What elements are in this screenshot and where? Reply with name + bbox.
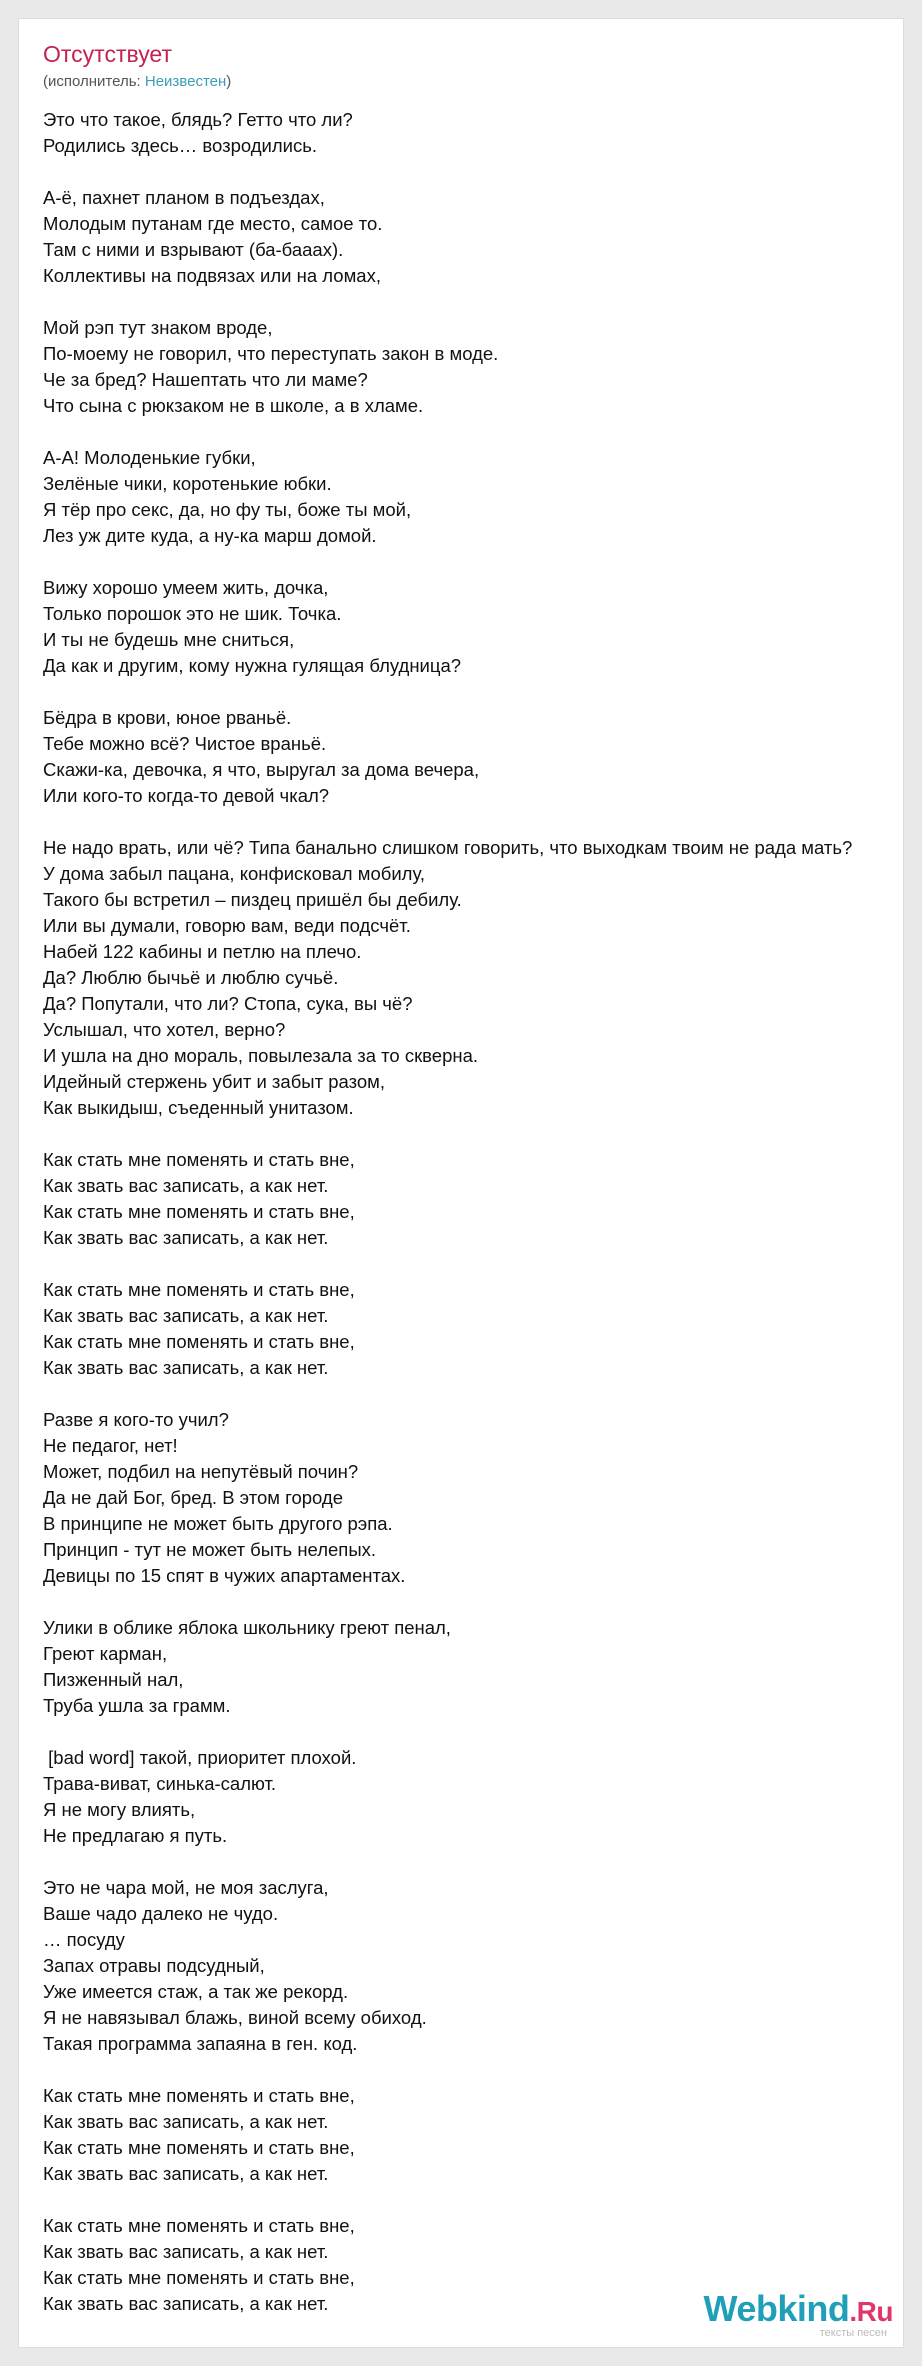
- site-logo[interactable]: [704, 2290, 893, 2339]
- lyrics-stanza: [43, 1147, 922, 1251]
- lyric-line: Как звать вас записать, а как нет.: [43, 1357, 329, 1378]
- lyrics-stanza: [43, 185, 922, 289]
- lyric-line: Тебе можно всё? Чистое враньё.: [43, 733, 327, 754]
- lyric-line: Греют карман,: [43, 1643, 168, 1664]
- lyrics-stanza: [43, 2083, 922, 2187]
- lyric-line: А-ё, пахнет планом в подъездах,: [43, 187, 325, 208]
- lyrics-stanza: [43, 1407, 922, 1589]
- lyric-line: Как звать вас записать, а как нет.: [43, 1305, 329, 1326]
- lyrics-stanza: [43, 445, 922, 549]
- lyric-line: Или кого-то когда-то девой чкал?: [43, 785, 330, 806]
- lyric-line: И ушла на дно мораль, повылезала за то скверна.: [43, 1045, 479, 1066]
- lyric-line: Или вы думали, говорю вам, веди подсчёт.: [43, 915, 411, 936]
- lyric-line: Как звать вас записать, а как нет.: [43, 1175, 329, 1196]
- lyric-line: … посуду: [43, 1929, 125, 1950]
- lyric-line: Идейный стержень убит и забыт разом,: [43, 1071, 385, 1092]
- lyrics-stanza: [43, 835, 922, 1121]
- lyric-line: Молодым путанам где место, самое то.: [43, 213, 383, 234]
- lyric-line: По-моему не говорил, что переступать закон в моде.: [43, 343, 499, 364]
- lyric-line: Зелёные чики, коротенькие юбки.: [43, 473, 332, 494]
- lyric-line: Труба ушла за грамм.: [43, 1695, 231, 1716]
- lyric-line: У дома забыл пацана, конфисковал мобилу,: [43, 863, 426, 884]
- lyrics-stanza: [43, 107, 922, 159]
- lyric-line: Родились здесь… возродились.: [43, 135, 318, 156]
- lyric-line: Да? Попутали, что ли? Стопа, сука, вы чё?: [43, 993, 413, 1014]
- lyric-line: Скажи-ка, девочка, я что, выругал за дома вечера,: [43, 759, 480, 780]
- lyric-line: Девицы по 15 спят в чужих апартаментах.: [43, 1565, 406, 1586]
- lyrics-text: [43, 107, 922, 2343]
- lyric-line: Не педагог, нет!: [43, 1435, 178, 1456]
- lyric-line: Как стать мне поменять и стать вне,: [43, 1149, 355, 1170]
- lyric-line: И ты не будешь мне сниться,: [43, 629, 295, 650]
- lyric-line: Только порошок это не шик. Точка.: [43, 603, 342, 624]
- lyric-line: Улики в облике яблока школьнику греют пенал,: [43, 1617, 451, 1638]
- lyrics-page: [18, 18, 904, 2348]
- lyric-line: Че за бред? Нашептать что ли маме?: [43, 369, 368, 390]
- lyric-line: [bad word] такой, приоритет плохой.: [43, 1747, 357, 1768]
- lyric-line: Такая программа запаяна в ген. код.: [43, 2033, 358, 2054]
- lyric-line: Такого бы встретил – пиздец пришёл бы дебилу.: [43, 889, 462, 910]
- lyric-line: Это что такое, блядь? Гетто что ли?: [43, 109, 353, 130]
- lyrics-stanza: [43, 1745, 922, 1849]
- lyric-line: Как выкидыш, съеденный унитазом.: [43, 1097, 354, 1118]
- lyric-line: Разве я кого-то учил?: [43, 1409, 229, 1430]
- lyric-line: В принципе не может быть другого рэпа.: [43, 1513, 393, 1534]
- artist-suffix: ): [226, 73, 232, 90]
- lyrics-stanza: [43, 1277, 922, 1381]
- lyric-line: Как стать мне поменять и стать вне,: [43, 2137, 355, 2158]
- lyric-line: Набей 122 кабины и петлю на плечо.: [43, 941, 362, 962]
- lyric-line: Это не чара мой, не моя заслуга,: [43, 1877, 329, 1898]
- artist-line: [43, 73, 231, 90]
- lyric-line: Уже имеется стаж, а так же рекорд.: [43, 1981, 349, 2002]
- lyric-line: Как звать вас записать, а как нет.: [43, 2111, 329, 2132]
- lyrics-stanza: [43, 705, 922, 809]
- lyric-line: Коллективы на подвязах или на ломах,: [43, 265, 381, 286]
- lyric-line: Лез уж дите куда, а ну-ка марш домой.: [43, 525, 377, 546]
- artist-prefix: (исполнитель:: [43, 73, 145, 90]
- logo-wordmark: [704, 2290, 893, 2331]
- lyric-line: Трава-виват, синька-салют.: [43, 1773, 277, 1794]
- lyric-line: Пизженный нал,: [43, 1669, 184, 1690]
- lyric-line: Принцип - тут не может быть нелепых.: [43, 1539, 376, 1560]
- lyric-line: Услышал, что хотел, верно?: [43, 1019, 286, 1040]
- lyric-line: Как стать мне поменять и стать вне,: [43, 1331, 355, 1352]
- lyric-line: А-А! Молоденькие губки,: [43, 447, 256, 468]
- lyric-line: Не предлагаю я путь.: [43, 1825, 228, 1846]
- lyric-line: Ваше чадо далеко не чудо.: [43, 1903, 279, 1924]
- logo-main-text: Webkind: [703, 2288, 850, 2329]
- lyric-line: Не надо врать, или чё? Типа банально слишком говорить, что выходкам твоим не рада мать?: [43, 837, 853, 858]
- lyric-line: Как звать вас записать, а как нет.: [43, 2163, 329, 2184]
- lyric-line: Да как и другим, кому нужна гулящая блудница?: [43, 655, 462, 676]
- lyric-line: Как стать мне поменять и стать вне,: [43, 1201, 355, 1222]
- lyric-line: Как звать вас записать, а как нет.: [43, 2293, 329, 2314]
- lyric-line: Я не навязывал блажь, виной всему обиход.: [43, 2007, 427, 2028]
- lyric-line: Как стать мне поменять и стать вне,: [43, 2085, 355, 2106]
- logo-tagline: тексты песен: [819, 2327, 887, 2339]
- lyric-line: Я тёр про секс, да, но фу ты, боже ты мой,: [43, 499, 412, 520]
- lyrics-stanza: [43, 315, 922, 419]
- lyric-line: Мой рэп тут знаком вроде,: [43, 317, 273, 338]
- lyrics-stanza: [43, 1875, 922, 2057]
- lyric-line: Как стать мне поменять и стать вне,: [43, 1279, 355, 1300]
- song-title: Отсутствует: [43, 41, 172, 67]
- lyric-line: Вижу хорошо умеем жить, дочка,: [43, 577, 329, 598]
- lyric-line: Как стать мне поменять и стать вне,: [43, 2267, 355, 2288]
- lyrics-stanza: [43, 1615, 922, 1719]
- lyric-line: Бёдра в крови, юное рваньё.: [43, 707, 292, 728]
- lyric-line: Как стать мне поменять и стать вне,: [43, 2215, 355, 2236]
- lyric-line: Что сына с рюкзаком не в школе, а в хламе.: [43, 395, 424, 416]
- lyrics-stanza: [43, 575, 922, 679]
- lyric-line: Да? Люблю бычьё и люблю сучьё.: [43, 967, 339, 988]
- lyric-line: Как звать вас записать, а как нет.: [43, 1227, 329, 1248]
- lyric-line: Я не могу влиять,: [43, 1799, 196, 1820]
- artist-link[interactable]: Неизвестен: [144, 73, 227, 90]
- lyric-line: Там с ними и взрывают (ба-бааах).: [43, 239, 344, 260]
- lyric-line: Как звать вас записать, а как нет.: [43, 2241, 329, 2262]
- lyric-line: Запах отравы подсудный,: [43, 1955, 265, 1976]
- lyric-line: Да не дай Бог, бред. В этом городе: [43, 1487, 344, 1508]
- lyric-line: Может, подбил на непутёвый почин?: [43, 1461, 359, 1482]
- logo-ru-text: .Ru: [849, 2296, 893, 2327]
